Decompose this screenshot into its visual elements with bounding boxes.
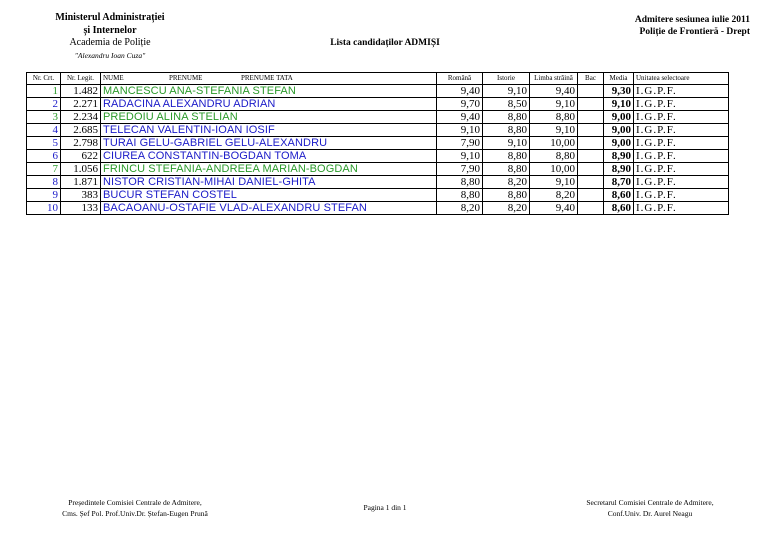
row-legit: 1.056	[61, 163, 101, 176]
selecting-unit: I.G.P.F.	[634, 137, 729, 150]
row-legit: 2.234	[61, 111, 101, 124]
score-media: 9,00	[604, 124, 634, 137]
candidate-name: TELECAN VALENTIN-IOAN IOSIF	[101, 124, 437, 137]
score-media: 8,60	[604, 189, 634, 202]
row-nr: 3	[27, 111, 61, 124]
score-limba: 9,40	[530, 202, 578, 215]
row-nr: 5	[27, 137, 61, 150]
col-nr-crt: Nr. Crt.	[27, 73, 61, 85]
table-row	[27, 124, 729, 137]
score-romana: 8,80	[437, 176, 483, 189]
score-istorie: 8,80	[483, 150, 530, 163]
score-istorie: 9,10	[483, 85, 530, 98]
table-row	[27, 111, 729, 124]
specialization: Poliție de Frontieră - Drept	[639, 27, 750, 37]
score-romana: 9,10	[437, 124, 483, 137]
score-limba: 10,00	[530, 137, 578, 150]
candidate-name: CIUREA CONSTANTIN-BOGDAN TOMA	[101, 150, 437, 163]
col-name	[101, 73, 437, 85]
president-name: Cms. Șef Pol. Prof.Univ.Dr. Ștefan-Eugen Prună	[62, 509, 208, 518]
row-nr: 4	[27, 124, 61, 137]
selecting-unit: I.G.P.F.	[634, 150, 729, 163]
selecting-unit: I.G.P.F.	[634, 176, 729, 189]
score-limba: 10,00	[530, 163, 578, 176]
col-bac: Bac	[578, 73, 604, 85]
score-romana: 9,70	[437, 98, 483, 111]
selecting-unit: I.G.P.F.	[634, 163, 729, 176]
score-istorie: 8,80	[483, 111, 530, 124]
president-title: Președintele Comisiei Centrale de Admitere,	[68, 498, 202, 507]
score-romana: 7,90	[437, 163, 483, 176]
score-bac	[578, 163, 604, 176]
score-limba: 9,10	[530, 176, 578, 189]
score-media: 9,00	[604, 111, 634, 124]
ministry-name: Ministerul Administrației	[55, 12, 165, 23]
col-prenume: PRENUME	[169, 74, 203, 82]
page-number: Pagina 1 din 1	[363, 503, 407, 512]
score-istorie: 8,80	[483, 163, 530, 176]
score-limba: 8,80	[530, 111, 578, 124]
score-limba: 8,20	[530, 189, 578, 202]
score-limba: 9,40	[530, 85, 578, 98]
score-media: 8,60	[604, 202, 634, 215]
row-nr: 10	[27, 202, 61, 215]
table-header-row	[27, 73, 729, 85]
row-legit: 383	[61, 189, 101, 202]
score-romana: 8,20	[437, 202, 483, 215]
table-row	[27, 85, 729, 98]
row-legit: 1.482	[61, 85, 101, 98]
candidate-name: PREDOIU ALINA STELIAN	[101, 111, 437, 124]
academy-name: Academia de Poliție	[69, 37, 151, 48]
score-media: 8,90	[604, 150, 634, 163]
score-istorie: 8,80	[483, 124, 530, 137]
score-bac	[578, 98, 604, 111]
score-bac	[578, 176, 604, 189]
table-row	[27, 189, 729, 202]
score-bac	[578, 189, 604, 202]
candidate-name: FRINCU STEFANIA-ANDREEA MARIAN-BOGDAN	[101, 163, 437, 176]
ministry-name-2: și Internelor	[83, 24, 137, 36]
score-romana: 9,10	[437, 150, 483, 163]
score-media: 9,10	[604, 98, 634, 111]
row-legit: 2.271	[61, 98, 101, 111]
candidate-name: BACAOANU-OSTAFIE VLAD-ALEXANDRU STEFAN	[101, 202, 437, 215]
score-romana: 7,90	[437, 137, 483, 150]
selecting-unit: I.G.P.F.	[634, 124, 729, 137]
row-nr: 9	[27, 189, 61, 202]
col-media: Media	[604, 73, 634, 85]
table-row	[27, 137, 729, 150]
institution-header	[30, 12, 190, 62]
score-limba: 9,10	[530, 124, 578, 137]
candidate-name: MANCESCU ANA-STEFANIA STEFAN	[101, 85, 437, 98]
score-istorie: 8,20	[483, 202, 530, 215]
score-bac	[578, 150, 604, 163]
candidate-name: BUCUR STEFAN COSTEL	[101, 189, 437, 202]
row-nr: 8	[27, 176, 61, 189]
secretary-name: Conf.Univ. Dr. Aurel Neagu	[607, 509, 693, 518]
score-istorie: 8,20	[483, 176, 530, 189]
row-legit: 133	[61, 202, 101, 215]
row-nr: 7	[27, 163, 61, 176]
score-bac	[578, 202, 604, 215]
row-legit: 1.871	[61, 176, 101, 189]
session-header	[560, 14, 750, 38]
table-row	[27, 98, 729, 111]
selecting-unit: I.G.P.F.	[634, 111, 729, 124]
col-unitate: Unitatea selectoare	[634, 73, 729, 85]
admitted-candidates-table	[26, 72, 729, 215]
document-title: Lista candidaților ADMIȘI	[330, 38, 440, 48]
score-bac	[578, 137, 604, 150]
row-legit: 2.685	[61, 124, 101, 137]
col-istorie: Istorie	[483, 73, 530, 85]
score-media: 8,90	[604, 163, 634, 176]
president-signature-block	[20, 497, 250, 519]
candidate-name: RADACINA ALEXANDRU ADRIAN	[101, 98, 437, 111]
academy-subtitle: "Alexandru Ioan Cuza"	[74, 50, 146, 60]
score-istorie: 9,10	[483, 137, 530, 150]
score-romana: 8,80	[437, 189, 483, 202]
score-limba: 8,80	[530, 150, 578, 163]
score-limba: 9,10	[530, 98, 578, 111]
score-media: 9,00	[604, 137, 634, 150]
secretary-signature-block	[540, 497, 760, 519]
selecting-unit: I.G.P.F.	[634, 98, 729, 111]
selecting-unit: I.G.P.F.	[634, 85, 729, 98]
table-row	[27, 163, 729, 176]
score-romana: 9,40	[437, 111, 483, 124]
row-nr: 6	[27, 150, 61, 163]
score-istorie: 8,80	[483, 189, 530, 202]
col-limba: Limba străină	[530, 73, 578, 85]
candidate-name: NISTOR CRISTIAN-MIHAI DANIEL-GHITA	[101, 176, 437, 189]
row-nr: 1	[27, 85, 61, 98]
score-bac	[578, 124, 604, 137]
col-nume: NUME	[103, 74, 124, 82]
col-romana: Română	[437, 73, 483, 85]
row-legit: 2.798	[61, 137, 101, 150]
col-prenume-tata: PRENUME TATA	[241, 74, 293, 82]
row-nr: 2	[27, 98, 61, 111]
score-romana: 9,40	[437, 85, 483, 98]
score-istorie: 8,50	[483, 98, 530, 111]
score-bac	[578, 85, 604, 98]
score-media: 8,70	[604, 176, 634, 189]
table-row	[27, 150, 729, 163]
table-row	[27, 202, 729, 215]
secretary-title: Secretarul Comisiei Centrale de Admitere,	[586, 498, 714, 507]
score-bac	[578, 111, 604, 124]
selecting-unit: I.G.P.F.	[634, 202, 729, 215]
session-name: Admitere sesiunea iulie 2011	[634, 15, 750, 25]
score-media: 9,30	[604, 85, 634, 98]
row-legit: 622	[61, 150, 101, 163]
table-row	[27, 176, 729, 189]
col-nr-legit: Nr. Legit.	[61, 73, 101, 85]
selecting-unit: I.G.P.F.	[634, 189, 729, 202]
candidate-name: TURAI GELU-GABRIEL GELU-ALEXANDRU	[101, 137, 437, 150]
